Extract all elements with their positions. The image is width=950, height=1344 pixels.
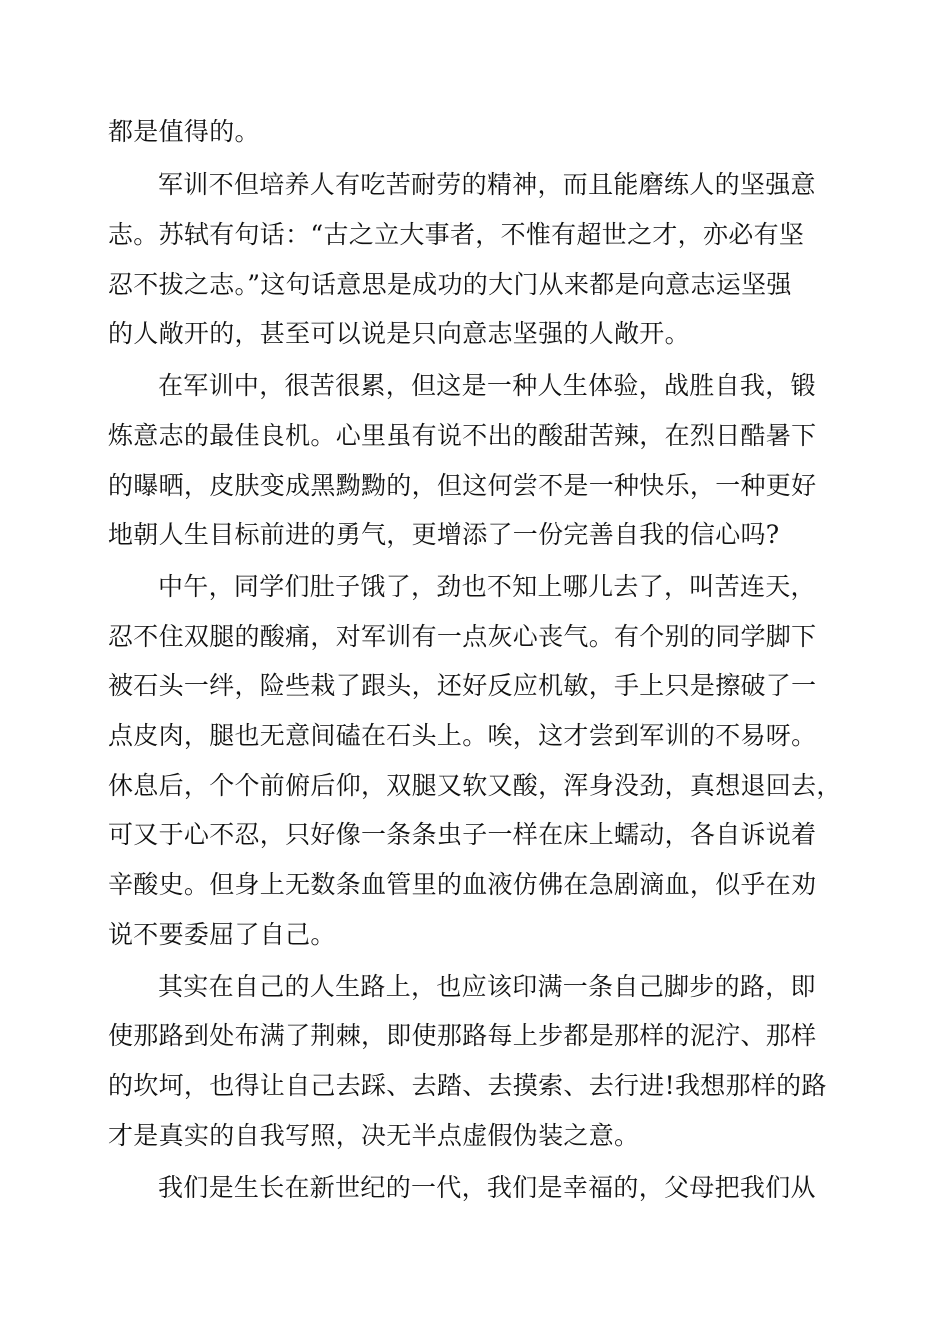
- text-line: 的坎坷，也得让自己去踩、去踏、去摸索、去行进!我想那样的路: [108, 1071, 827, 1100]
- text-line: 志。苏轼有句话：“古之立大事者，不惟有超世之才，亦必有坚: [108, 220, 805, 249]
- text-line: 才是真实的自我写照，决无半点虚假伪装之意。: [108, 1121, 640, 1150]
- text-line: 军训不但培养人有吃苦耐劳的精神，而且能磨练人的坚强意: [158, 170, 816, 199]
- text-line: 使那路到处布满了荆棘，即使那路每上步都是那样的泥泞、那样: [108, 1021, 817, 1050]
- text-line: 的人敞开的，甚至可以说是只向意志坚强的人敞开。: [108, 319, 690, 348]
- text-line: 地朝人生目标前进的勇气，更增添了一份完善自我的信心吗?: [108, 520, 780, 549]
- text-line: 可又于心不忍，只好像一条条虫子一样在床上蠕动，各自诉说着: [108, 820, 817, 849]
- text-line: 都是值得的。: [108, 117, 260, 146]
- text-line: 忍不拔之志。”这句话意思是成功的大门从来都是向意志运坚强: [108, 270, 792, 299]
- text-line: 中午，同学们肚子饿了，劲也不知上哪儿去了，叫苦连天，: [158, 572, 816, 601]
- text-line: 炼意志的最佳良机。心里虽有说不出的酸甜苦辣，在烈日酷暑下: [108, 421, 817, 450]
- text-line: 忍不住双腿的酸痛，对军训有一点灰心丧气。有个别的同学脚下: [108, 622, 817, 651]
- text-line: 点皮肉，腿也无意间磕在石头上。唉，这才尝到军训的不易呀。: [108, 721, 817, 750]
- text-line: 说不要委屈了自己。: [108, 920, 336, 949]
- text-line: 辛酸史。但身上无数条血管里的血液仿佛在急剧滴血，似乎在劝: [108, 870, 817, 899]
- text-line: 其实在自己的人生路上，也应该印满一条自己脚步的路，即: [158, 972, 816, 1001]
- text-line: 休息后，个个前俯后仰，双腿又软又酸，浑身没劲，真想退回去，: [108, 771, 842, 800]
- text-line: 被石头一绊，险些栽了跟头，还好反应机敏，手上只是擦破了一: [108, 671, 817, 700]
- text-line: 在军训中，很苦很累，但这是一种人生体验，战胜自我，锻: [158, 371, 816, 400]
- text-line: 我们是生长在新世纪的一代，我们是幸福的，父母把我们从: [158, 1173, 816, 1202]
- text-line: 的曝晒，皮肤变成黑黝黝的，但这何尝不是一种快乐，一种更好: [108, 471, 817, 500]
